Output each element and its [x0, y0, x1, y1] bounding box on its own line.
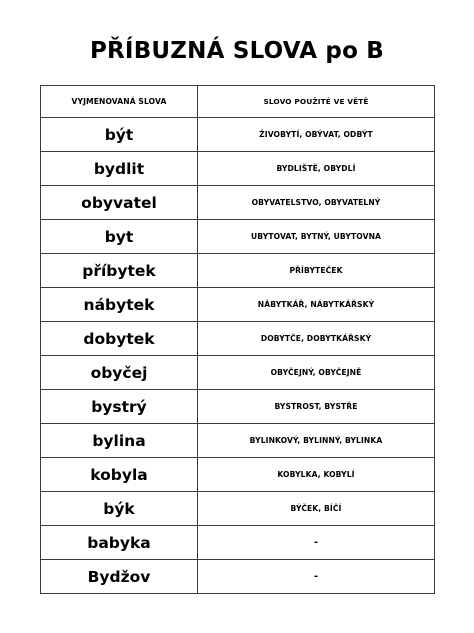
related-words: KOBYLKA, KOBYLÍ: [198, 458, 435, 492]
listed-word: obyčej: [41, 356, 198, 390]
listed-word: příbytek: [41, 254, 198, 288]
listed-word: bydlit: [41, 152, 198, 186]
table-row: [41, 288, 435, 322]
listed-word: bystrý: [41, 390, 198, 424]
table-row: [41, 186, 435, 220]
listed-word: Bydžov: [41, 560, 198, 594]
table-row: [41, 424, 435, 458]
table-row: [41, 356, 435, 390]
listed-word: nábytek: [41, 288, 198, 322]
listed-word: byt: [41, 220, 198, 254]
related-words: BÝČEK, BÍČÍ: [198, 492, 435, 526]
related-words: OBYVATELSTVO, OBYVATELNÝ: [198, 186, 435, 220]
page-title: PŘÍBUZNÁ SLOVA po B: [89, 38, 385, 64]
related-words: NÁBYTKÁŘ, NÁBYTKÁŘSKÝ: [198, 288, 435, 322]
listed-word: kobyla: [41, 458, 198, 492]
related-words: UBYTOVAT, BYTNÝ, UBYTOVNA: [198, 220, 435, 254]
table-row: [41, 254, 435, 288]
table-row: [41, 492, 435, 526]
column-header-listed-words: VYJMENOVANÁ SLOVA: [41, 86, 198, 118]
table-row: [41, 390, 435, 424]
table-row: [41, 322, 435, 356]
related-words: -: [198, 560, 435, 594]
listed-word: býk: [41, 492, 198, 526]
related-words: BYDLIŠTĚ, OBYDLÍ: [198, 152, 435, 186]
listed-word: bylina: [41, 424, 198, 458]
related-words: OBYČEJNÝ, OBYČEJNĚ: [198, 356, 435, 390]
table-row: [41, 526, 435, 560]
related-words: BYLINKOVÝ, BYLINNÝ, BYLINKA: [198, 424, 435, 458]
word-table: [40, 85, 435, 594]
listed-word: babyka: [41, 526, 198, 560]
table-row: [41, 118, 435, 152]
table-header-row: [41, 86, 435, 118]
listed-word: dobytek: [41, 322, 198, 356]
related-words: BYSTROST, BYSTŘE: [198, 390, 435, 424]
listed-word: obyvatel: [41, 186, 198, 220]
table-row: [41, 560, 435, 594]
table-row: [41, 220, 435, 254]
related-words: ŽIVOBYTÍ, OBÝVAT, ODBÝT: [198, 118, 435, 152]
related-words: DOBYTČE, DOBYTKÁŘSKÝ: [198, 322, 435, 356]
related-words: -: [198, 526, 435, 560]
table-row: [41, 152, 435, 186]
table-row: [41, 458, 435, 492]
listed-word: být: [41, 118, 198, 152]
related-words: PŘÍBYTEČEK: [198, 254, 435, 288]
column-header-related-words: SLOVO POUŽITÉ VE VĚTĚ: [198, 86, 435, 118]
